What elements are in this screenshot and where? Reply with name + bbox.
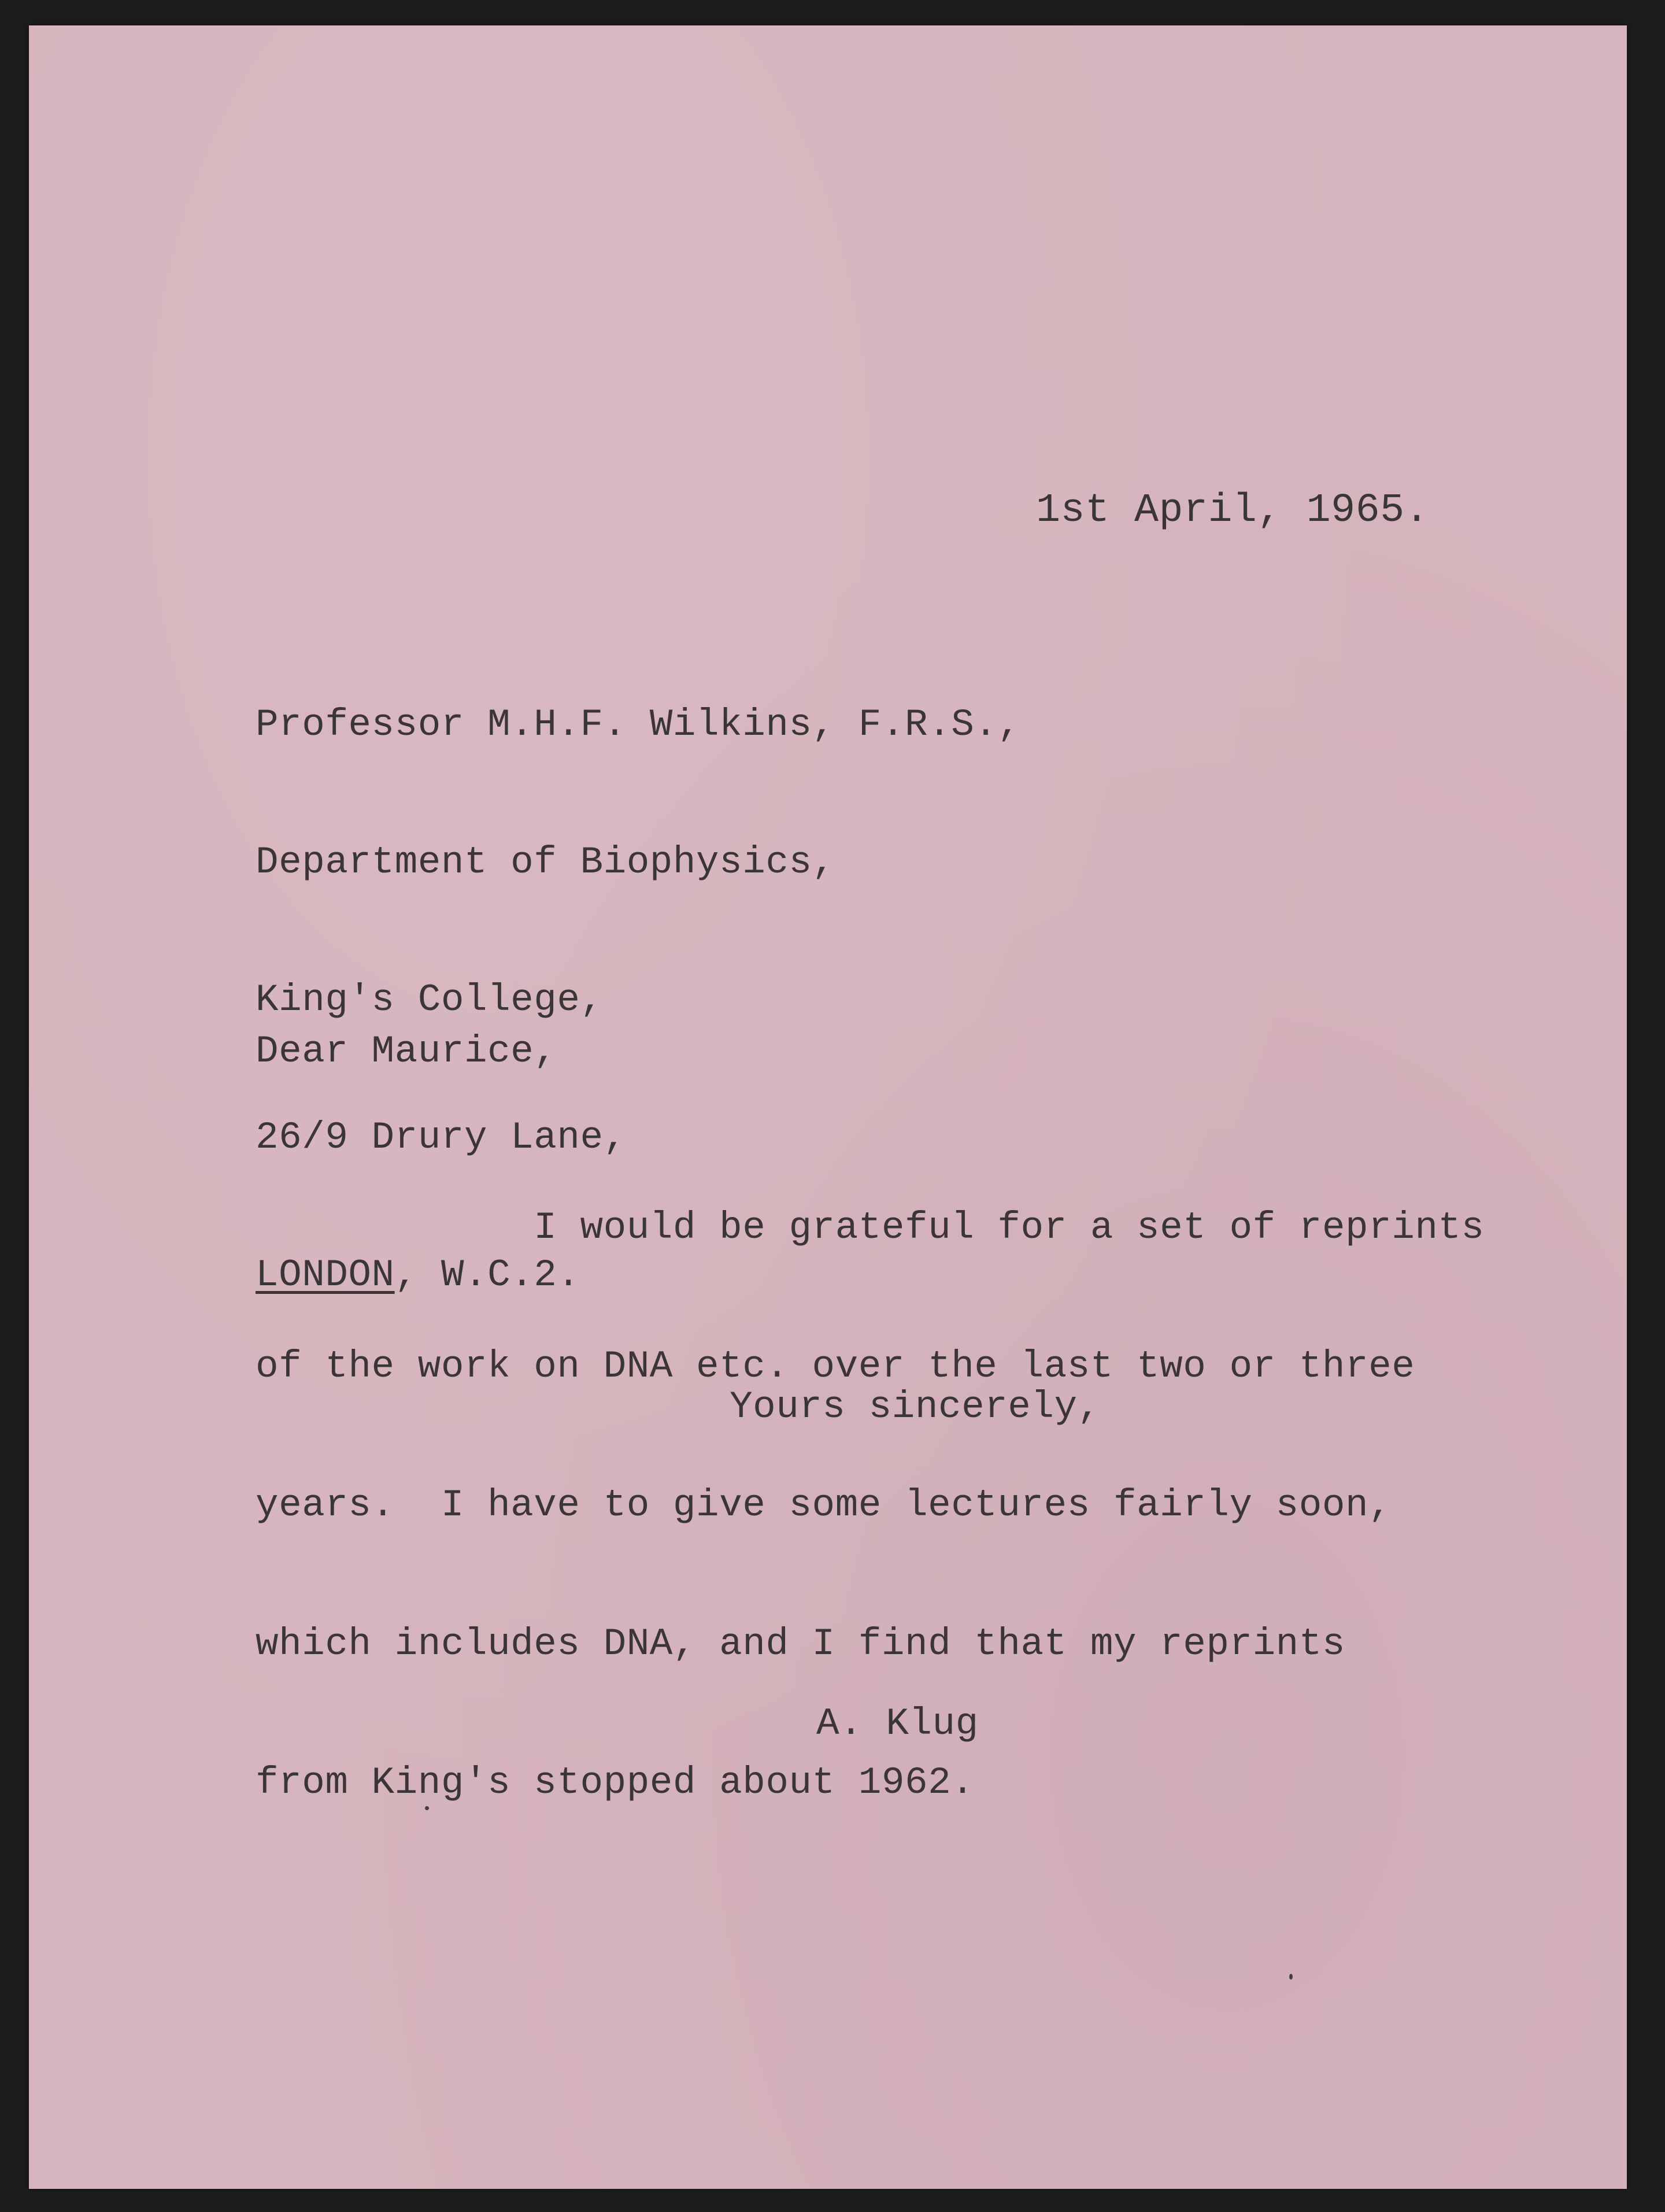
address-city: LONDON [256, 1253, 395, 1297]
letter-date: 1st April, 1965. [1036, 488, 1430, 534]
paper-speck [425, 1806, 429, 1810]
address-postal: , W.C.2. [394, 1253, 580, 1297]
address-line: King's College, [256, 978, 604, 1022]
body-line: from King's stopped about 1962. [256, 1761, 975, 1804]
salutation: Dear Maurice, [256, 1030, 557, 1073]
address-line: Professor M.H.F. Wilkins, F.R.S., [256, 703, 1021, 746]
signature-name: A. Klug [816, 1702, 979, 1745]
body-line: years. I have to give some lectures fairly soon, [256, 1484, 1392, 1527]
letter-body [256, 1112, 1485, 1899]
address-line: Department of Biophysics, [256, 841, 835, 884]
address-line: 26/9 Drury Lane, [256, 1116, 627, 1159]
complimentary-close: Yours sincerely, [730, 1385, 1101, 1429]
body-line: which includes DNA, and I find that my reprints [256, 1622, 1346, 1666]
body-line: I would be grateful for a set of reprints [256, 1206, 1485, 1249]
letter-sheet [29, 25, 1627, 2189]
body-line: of the work on DNA etc. over the last two or three [256, 1345, 1415, 1388]
paper-speck [1289, 1974, 1293, 1980]
